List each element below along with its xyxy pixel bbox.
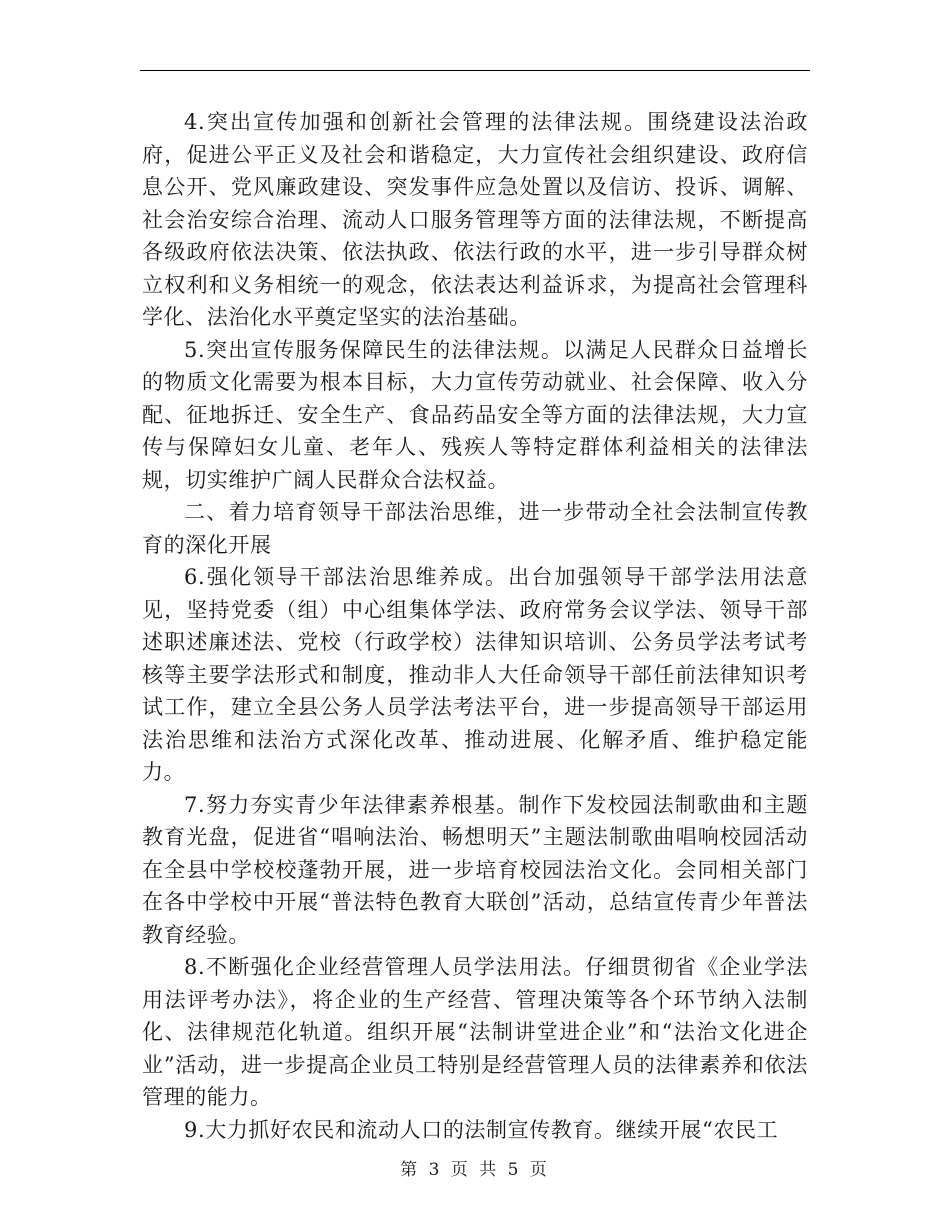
document-body	[142, 106, 808, 1146]
page-footer: 第 3 页 共 5 页	[400, 1160, 550, 1180]
section-heading-2: 二、着力培育领导干部法治思维，进一步带动全社会法制宣传教育的深化开展	[142, 500, 808, 557]
paragraph-item-6: 6.强化领导干部法治思维养成。出台加强领导干部学法用法意见，坚持党委（组）中心组集体学法、政府常务会议学法、领导干部述职述廉述法、党校（行政学校）法律知识培训、公务员学法考试考核等主要学法形式和制度，推动非人大任命领导干部任前法律知识考试工作，建立全县公务人员学法考法平台，进一步提高领导干部运用法治思维和法治方式深化改革、推动进展、化解矛盾、维护稳定能力。	[142, 565, 808, 784]
paragraph-item-8: 8.不断强化企业经营管理人员学法用法。仔细贯彻省《企业学法用法评考办法》，将企业的生产经营、管理决策等各个环节纳入法制化、法律规范化轨道。组织开展“法制讲堂进企业”和“法治文化进企业”活动，进一步提高企业员工特别是经营管理人员的法律素养和依法管理的能力。	[142, 955, 808, 1109]
paragraph-item-5: 5.突出宣传服务保障民生的法律法规。以满足人民群众日益增长的物质文化需要为根本目标，大力宣传劳动就业、社会保障、收入分配、征地拆迁、安全生产、食品药品安全等方面的法律法规，大力宣传与保障妇女儿童、老年人、残疾人等特定群体利益相关的法律法规，切实维护广阔人民群众合法权益。	[142, 337, 808, 492]
paragraph-item-4: 4.突出宣传加强和创新社会管理的法律法规。围绕建设法治政府，促进公平正义及社会和谐稳定，大力宣传社会组织建设、政府信息公开、党风廉政建设、突发事件应急处置以及信访、投诉、调解、社会治安综合治理、流动人口服务管理等方面的法律法规，不断提高各级政府依法决策、依法执政、依法行政的水平，进一步引导群众树立权利和义务相统一的观念，依法表达利益诉求，为提高社会管理科学化、法治化水平奠定坚实的法治基础。	[142, 110, 808, 329]
header-rule	[140, 70, 810, 71]
paragraph-item-7: 7.努力夯实青少年法律素养根基。制作下发校园法制歌曲和主题教育光盘，促进省“唱响法治、畅想明天”主题法制歌曲唱响校园活动在全县中学校校蓬勃开展，进一步培育校园法治文化。会同相关部门在各中学校中开展“普法特色教育大联创”活动，总结宣传青少年普法教育经验。	[142, 792, 808, 947]
paragraph-item-9: 9.大力抓好农民和流动人口的法制宣传教育。继续开展“农民工	[184, 1117, 779, 1142]
